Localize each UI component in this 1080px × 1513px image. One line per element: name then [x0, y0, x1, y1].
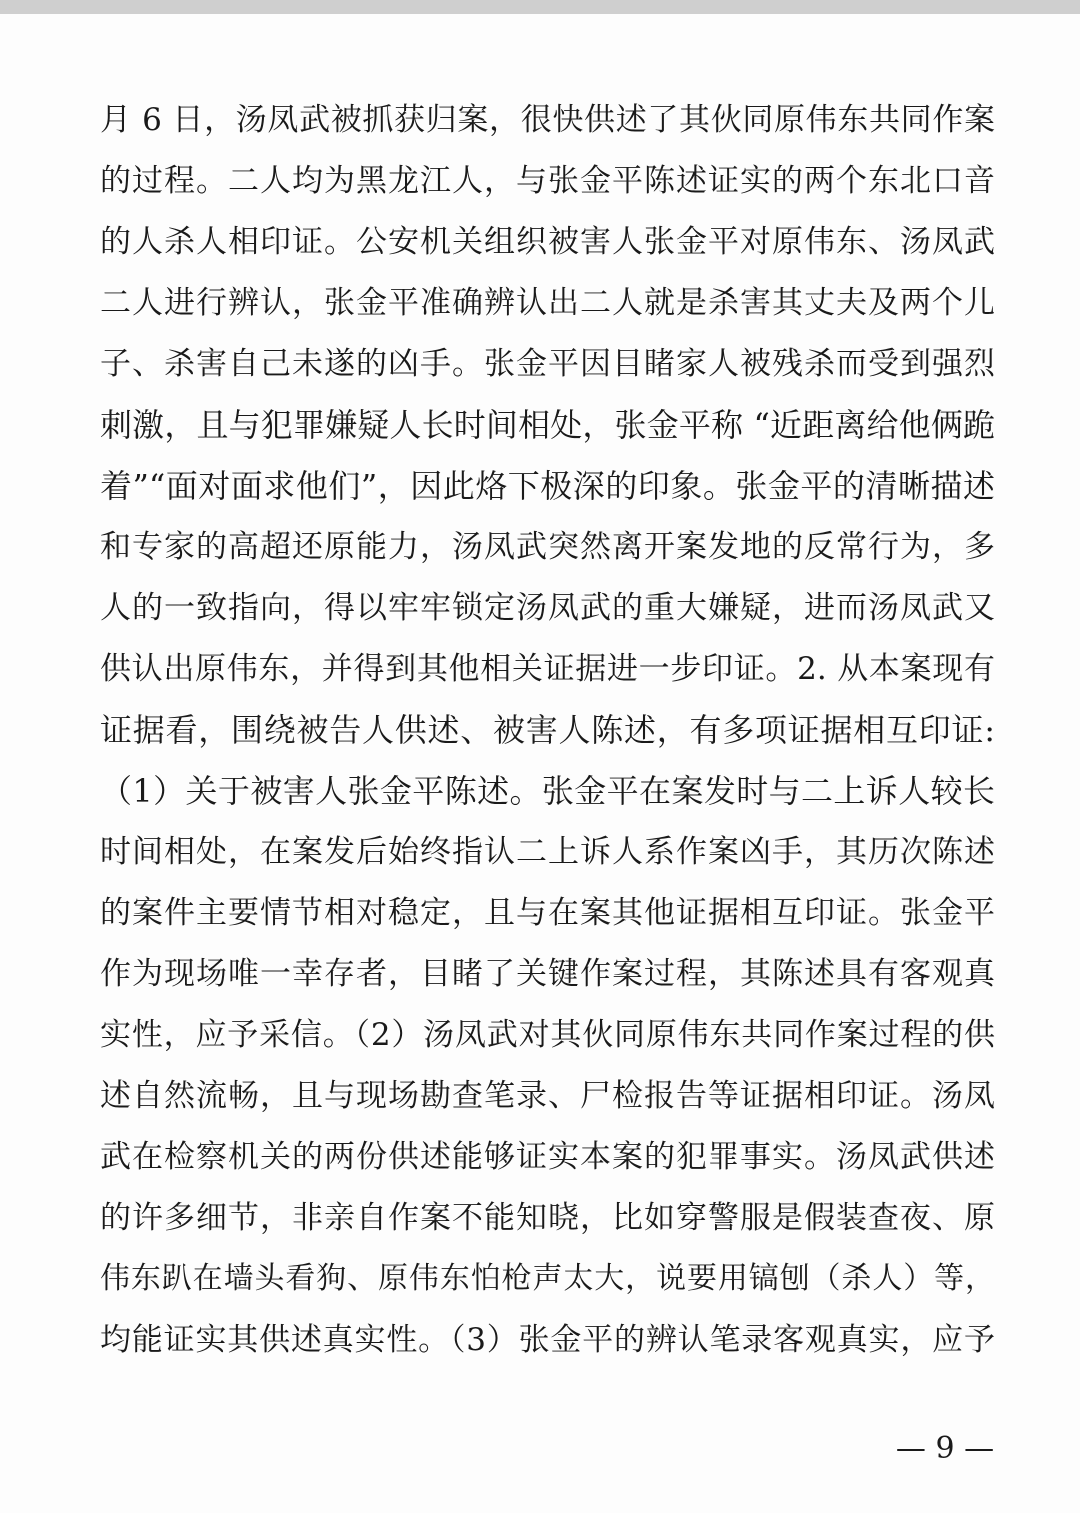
text-line: 作为现场唯一幸存者，目睹了关键作案过程，其陈述具有客观真: [100, 956, 995, 992]
page-number: — 9 —: [895, 1431, 995, 1466]
text-line: 实性，应予采信。（2）汤凤武对其伙同原伟东共同作案过程的供: [100, 1017, 995, 1053]
text-line: 的人杀人相印证。公安机关组织被害人张金平对原伟东、汤凤武: [100, 224, 995, 260]
text-line: 武在检察机关的两份供述能够证实本案的犯罪事实。汤凤武供述: [100, 1139, 995, 1175]
text-line: 伟东趴在墙头看狗、原伟东怕枪声太大，说要用镐刨（杀人）等，: [100, 1261, 995, 1296]
text-line: 子、杀害自己未遂的凶手。张金平因目睹家人被残杀而受到强烈: [100, 346, 995, 382]
text-line: 的许多细节，非亲自作案不能知晓，比如穿警服是假装查夜、原: [100, 1200, 995, 1236]
text-line: 刺激，且与犯罪嫌疑人长时间相处，张金平称 “近距离给他俩跪: [100, 406, 995, 444]
text-line: 述自然流畅，且与现场勘查笔录、尸检报告等证据相印证。汤凤: [100, 1078, 995, 1114]
text-line: 证据看，围绕被告人供述、被害人陈述，有多项证据相互印证:: [100, 711, 995, 749]
text-line: （1）关于被害人张金平陈述。张金平在案发时与二上诉人较长: [100, 772, 995, 810]
text-line: 均能证实其供述真实性。（3）张金平的辨认笔录客观真实，应予: [100, 1322, 995, 1358]
document-page: [0, 14, 1080, 1513]
text-line: 着”“面对面求他们”，因此烙下极深的印象。张金平的清晰描述: [100, 467, 995, 505]
top-edge-strip: [0, 0, 1080, 14]
text-line: 人的一致指向，得以牢牢锁定汤凤武的重大嫌疑，进而汤凤武又: [100, 590, 995, 626]
text-line: 的案件主要情节相对稳定，且与在案其他证据相互印证。张金平: [100, 895, 995, 931]
text-line: 时间相处，在案发后始终指认二上诉人系作案凶手，其历次陈述: [100, 834, 995, 870]
text-line: 的过程。二人均为黑龙江人，与张金平陈述证实的两个东北口音: [100, 163, 995, 199]
text-line: 二人进行辨认，张金平准确辨认出二人就是杀害其丈夫及两个儿: [100, 285, 995, 321]
text-line: 供认出原伟东，并得到其他相关证据进一步印证。2. 从本案现有: [100, 651, 995, 687]
text-line: 和专家的高超还原能力，汤凤武突然离开案发地的反常行为，多: [100, 529, 995, 565]
text-line: 月 6 日，汤凤武被抓获归案，很快供述了其伙同原伟东共同作案: [100, 102, 995, 138]
